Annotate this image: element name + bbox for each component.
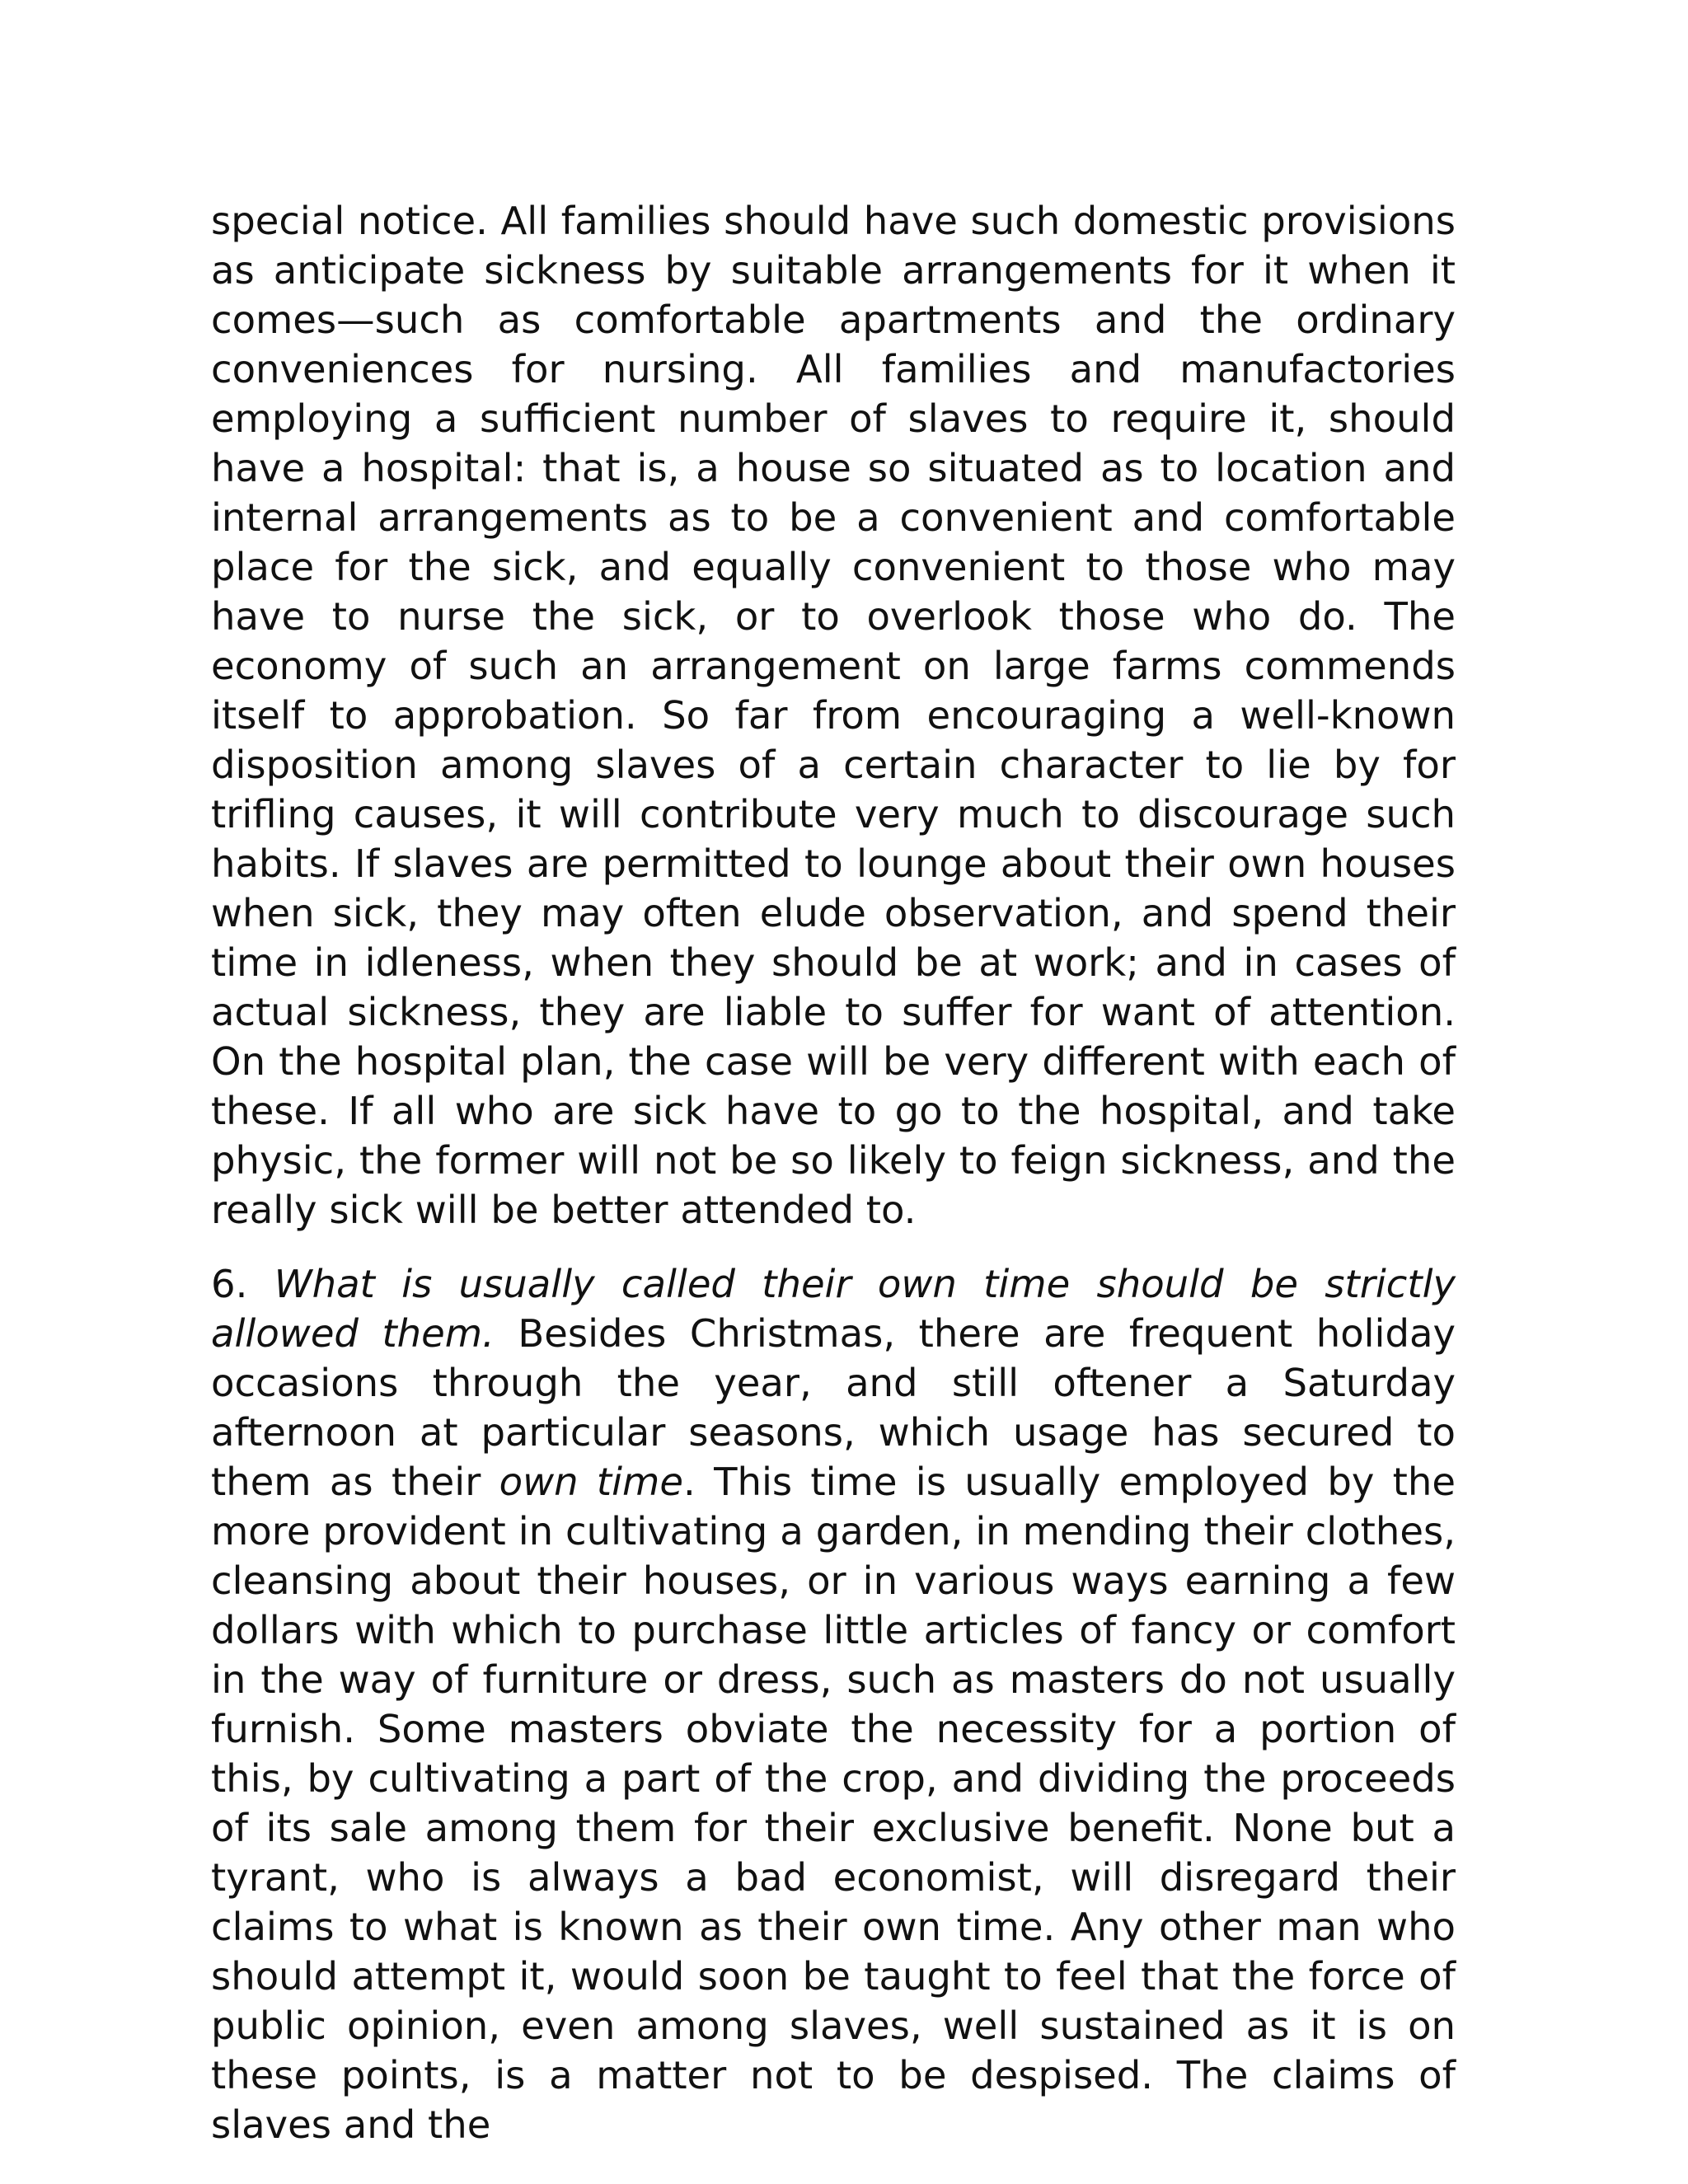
- paragraph-1-text: special notice. All families should have such domestic provisions as anticipate sickness by suitable arrangements for it when it comes—such as comfortable apartments and the ordinary conveniences for nursing. All families and manufactories employing a sufficient number of slaves to require it, should have a hospital: that is, a house so situated as to location and internal arrangements as to be a convenient and comfortable place for the sick, and equally convenient to those who may have to nurse the sick, or to overlook those who do. The economy of such an arrangement on large farms commends itself to approbation. So far from encouraging a well-known disposition among slaves of a certain character to lie by for trifling causes, it will contribute very much to discourage such habits. If slaves are permitted to lounge about their own houses when sick, they may often elude observation, and spend their time in idleness, when they should be at work; and in cases of actual sickness, they are liable to suffer for want of attention. On the hospital plan, the case will be very different with each of these. If all who are sick have to go to the hospital, and take physic, the former will not be so likely to feign sickness, and the really sick will be better attended to.: [211, 199, 1456, 1232]
- paragraph-hospital: [211, 196, 1456, 1235]
- paragraph-number: 6.: [211, 1262, 248, 1306]
- paragraph-2-text-after: . This time is usually employed by the more provident in cultivating a garden, in mending their clothes, cleansing about their houses, or in various ways earning a few dollars with which to purchase little articles of fancy or comfort in the way of furniture or dress, such as masters do not usually furnish. Some masters obviate the necessity for a portion of this, by cultivating a part of the crop, and dividing the proceeds of its sale among them for their exclusive benefit. None but a tyrant, who is always a bad economist, will disregard their claims to what is known as their own time. Any other man who should attempt it, would soon be taught to feel that the force of public opinion, even among slaves, well sustained as it is on these points, is a matter not to be despised. The claims of slaves and the: [211, 1460, 1456, 2147]
- paragraph-2-text-before: Besides Christmas, there are frequent holiday occasions through the year, and still oftener a Saturday afternoon at particular seasons, which usage has secured to them as their: [211, 1311, 1456, 1504]
- paragraph-heading-italic: What is usually called their own time should be strictly allowed them.: [211, 1262, 1456, 1356]
- document-page: [211, 196, 1456, 2149]
- paragraph-own-time: [211, 1259, 1456, 2149]
- italic-phrase: own time: [499, 1460, 683, 1504]
